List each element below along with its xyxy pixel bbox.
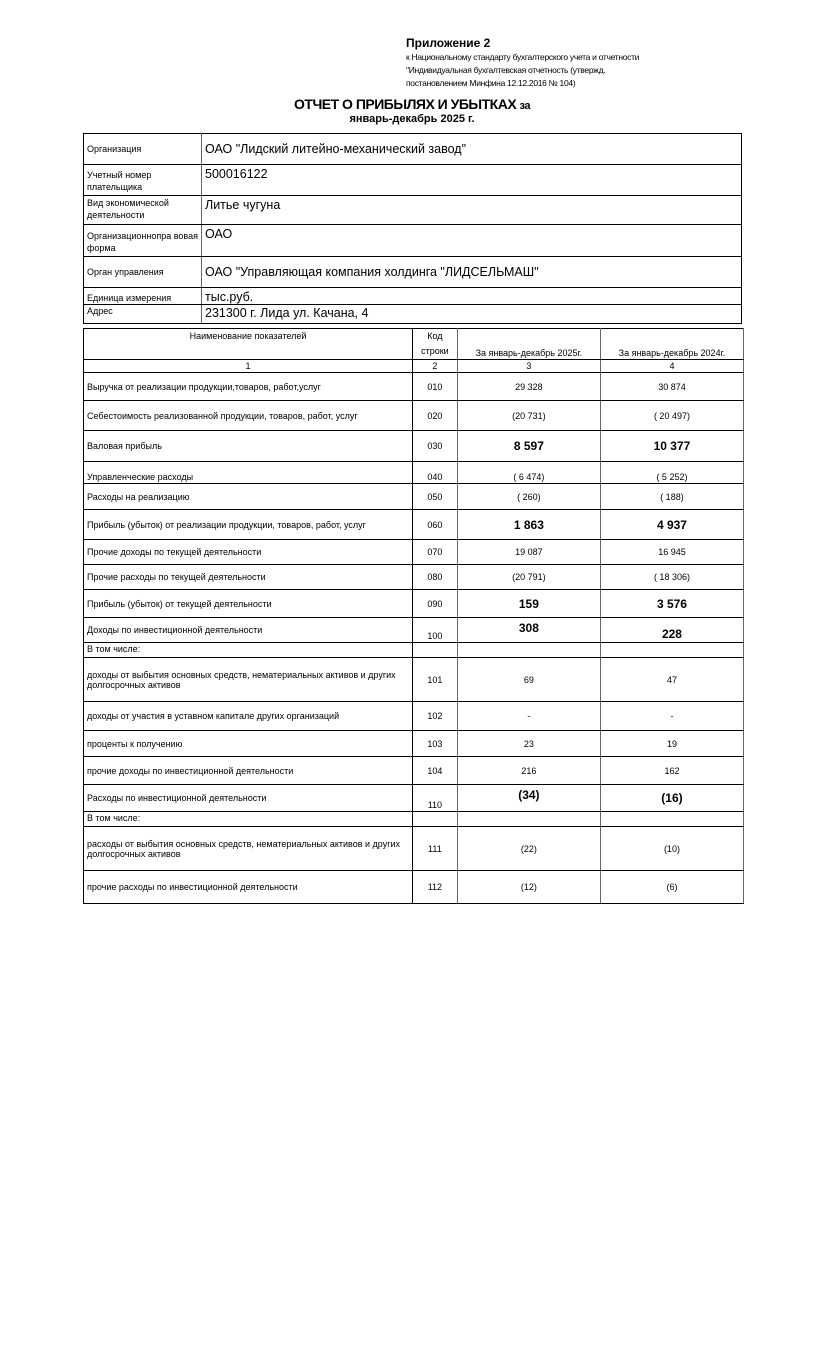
- report-title-text: ОТЧЕТ О ПРИБЫЛЯХ И УБЫТКАХ: [294, 96, 517, 112]
- row-name: В том числе:: [84, 643, 413, 658]
- row-code: 104: [412, 757, 457, 785]
- row-name: Валовая прибыль: [84, 431, 413, 462]
- row-value-current: 308: [457, 618, 600, 643]
- row-code: 080: [412, 565, 457, 590]
- row-value-previous: (6): [600, 871, 743, 904]
- row-code: 020: [412, 401, 457, 431]
- info-row-address: [84, 305, 742, 324]
- table-row: [84, 731, 744, 757]
- row-value-previous: 47: [600, 658, 743, 702]
- appendix-note: [406, 36, 639, 90]
- table-row: [84, 401, 744, 431]
- column-numbers-row: [84, 360, 744, 373]
- row-value-previous: -: [600, 702, 743, 731]
- row-name: В том числе:: [84, 812, 413, 827]
- column-number: 3: [457, 360, 600, 373]
- profit-loss-table: [83, 328, 744, 904]
- info-label: Учетный номер плательщика: [84, 165, 202, 196]
- subheader-row: [84, 643, 744, 658]
- row-code: 102: [412, 702, 457, 731]
- table-row: [84, 540, 744, 565]
- row-code: 090: [412, 590, 457, 618]
- row-code: 040: [412, 462, 457, 484]
- info-value: ОАО "Лидский литейно-механический завод": [202, 134, 742, 165]
- info-label: Организация: [84, 134, 202, 165]
- row-value-previous: 228: [600, 618, 743, 643]
- info-value: 500016122: [202, 165, 742, 196]
- info-row-unit: [84, 288, 742, 305]
- info-label: Адрес: [84, 305, 202, 324]
- row-code: 060: [412, 510, 457, 540]
- row-value-previous: 10 377: [600, 431, 743, 462]
- row-value-previous: ( 5 252): [600, 462, 743, 484]
- report-period: январь-декабрь 2025 г.: [349, 113, 475, 125]
- row-value-current: ( 260): [457, 484, 600, 510]
- row-value-previous: (16): [600, 785, 743, 812]
- row-code: 100: [412, 618, 457, 643]
- appendix-line: к Национальному стандарту бухгалтерского учета и отчетности: [406, 52, 640, 62]
- row-value-previous: [600, 643, 743, 658]
- row-name: Прибыль (убыток) от текущей деятельности: [84, 590, 413, 618]
- row-value-current: (22): [457, 827, 600, 871]
- table-row: [84, 827, 744, 871]
- row-value-current: (34): [457, 785, 600, 812]
- row-code: 070: [412, 540, 457, 565]
- row-name: доходы от выбытия основных средств, нематериальных активов и других долгосрочных активов: [84, 658, 413, 702]
- table-row: [84, 462, 744, 484]
- row-value-current: [457, 812, 600, 827]
- info-label: Вид экономической деятельности: [84, 196, 202, 225]
- table-row: [84, 373, 744, 401]
- row-name: Доходы по инвестиционной деятельности: [84, 618, 413, 643]
- info-value: ОАО: [202, 225, 742, 257]
- row-code: 030: [412, 431, 457, 462]
- row-name: Выручка от реализации продукции,товаров, работ,услуг: [84, 373, 413, 401]
- table-row: [84, 757, 744, 785]
- row-code: [412, 643, 457, 658]
- row-name: Прочие расходы по текущей деятельности: [84, 565, 413, 590]
- row-name: прочие доходы по инвестиционной деятельности: [84, 757, 413, 785]
- subheader-row: [84, 812, 744, 827]
- table-row: [84, 484, 744, 510]
- info-value: ОАО "Управляющая компания холдинга "ЛИДСЕЛЬМАШ": [202, 257, 742, 288]
- row-name: проценты к получению: [84, 731, 413, 757]
- column-number: 4: [600, 360, 743, 373]
- row-value-current: 29 328: [457, 373, 600, 401]
- appendix-line: постановлением Минфина 12.12.2016 № 104): [406, 78, 576, 88]
- header-name: Наименование показателей: [84, 329, 413, 360]
- row-value-previous: [600, 812, 743, 827]
- row-value-current: 69: [457, 658, 600, 702]
- appendix-title: Приложение 2: [406, 36, 491, 50]
- row-value-current: [457, 643, 600, 658]
- table-row: [84, 510, 744, 540]
- info-label: Организационнопра вовая форма: [84, 225, 202, 257]
- info-value: тыс.руб.: [202, 288, 742, 305]
- row-code: 111: [412, 827, 457, 871]
- row-value-current: (20 731): [457, 401, 600, 431]
- row-code: [412, 812, 457, 827]
- appendix-line: "Индивидуальная бухгалтевская отчетность (утвержд.: [406, 65, 606, 75]
- table-row: [84, 785, 744, 812]
- row-value-previous: ( 18 306): [600, 565, 743, 590]
- info-row-organization: [84, 134, 742, 165]
- info-row-activity: [84, 196, 742, 225]
- row-code: 010: [412, 373, 457, 401]
- row-value-previous: ( 188): [600, 484, 743, 510]
- row-name: Управленческие расходы: [84, 462, 413, 484]
- row-value-current: 19 087: [457, 540, 600, 565]
- header-previous-period: За январь-декабрь 2024г.: [600, 329, 743, 360]
- table-row: [84, 702, 744, 731]
- report-title: [280, 96, 544, 125]
- row-name: Расходы на реализацию: [84, 484, 413, 510]
- row-value-current: -: [457, 702, 600, 731]
- table-row: [84, 871, 744, 904]
- row-value-previous: (10): [600, 827, 743, 871]
- row-code: 112: [412, 871, 457, 904]
- row-value-current: 216: [457, 757, 600, 785]
- header-current-period: За январь-декабрь 2025г.: [457, 329, 600, 360]
- table-row: [84, 431, 744, 462]
- info-row-taxpayer-number: [84, 165, 742, 196]
- info-row-management: [84, 257, 742, 288]
- row-value-current: (12): [457, 871, 600, 904]
- row-name: Расходы по инвестиционной деятельности: [84, 785, 413, 812]
- info-row-legal-form: [84, 225, 742, 257]
- row-value-previous: ( 20 497): [600, 401, 743, 431]
- row-code: 110: [412, 785, 457, 812]
- table-row: [84, 658, 744, 702]
- table-row: [84, 618, 744, 643]
- row-value-current: 23: [457, 731, 600, 757]
- row-name: Прибыль (убыток) от реализации продукции, товаров, работ, услуг: [84, 510, 413, 540]
- row-value-current: (20 791): [457, 565, 600, 590]
- row-value-previous: 3 576: [600, 590, 743, 618]
- info-value: Литье чугуна: [202, 196, 742, 225]
- row-value-current: 8 597: [457, 431, 600, 462]
- table-row: [84, 590, 744, 618]
- row-value-current: 159: [457, 590, 600, 618]
- row-name: расходы от выбытия основных средств, нематериальных активов и других долгосрочных активов: [84, 827, 413, 871]
- row-value-previous: 4 937: [600, 510, 743, 540]
- row-code: 101: [412, 658, 457, 702]
- row-name: доходы от участия в уставном капитале других организаций: [84, 702, 413, 731]
- table-header-row: [84, 329, 744, 360]
- row-value-previous: 16 945: [600, 540, 743, 565]
- report-title-suffix: за: [519, 100, 530, 112]
- row-value-current: 1 863: [457, 510, 600, 540]
- row-code: 103: [412, 731, 457, 757]
- row-value-current: ( 6 474): [457, 462, 600, 484]
- info-label: Орган управления: [84, 257, 202, 288]
- row-name: Прочие доходы по текущей деятельности: [84, 540, 413, 565]
- row-name: прочие расходы по инвестиционной деятельности: [84, 871, 413, 904]
- info-value: 231300 г. Лида ул. Качана, 4: [202, 305, 742, 324]
- header-code: Код строки: [412, 329, 457, 360]
- organization-info-table: [83, 133, 742, 324]
- row-value-previous: 162: [600, 757, 743, 785]
- row-code: 050: [412, 484, 457, 510]
- row-name: Себестоимость реализованной продукции, товаров, работ, услуг: [84, 401, 413, 431]
- row-value-previous: 19: [600, 731, 743, 757]
- info-label: Единица измерения: [84, 288, 202, 305]
- table-row: [84, 565, 744, 590]
- column-number: 1: [84, 360, 413, 373]
- column-number: 2: [412, 360, 457, 373]
- row-value-previous: 30 874: [600, 373, 743, 401]
